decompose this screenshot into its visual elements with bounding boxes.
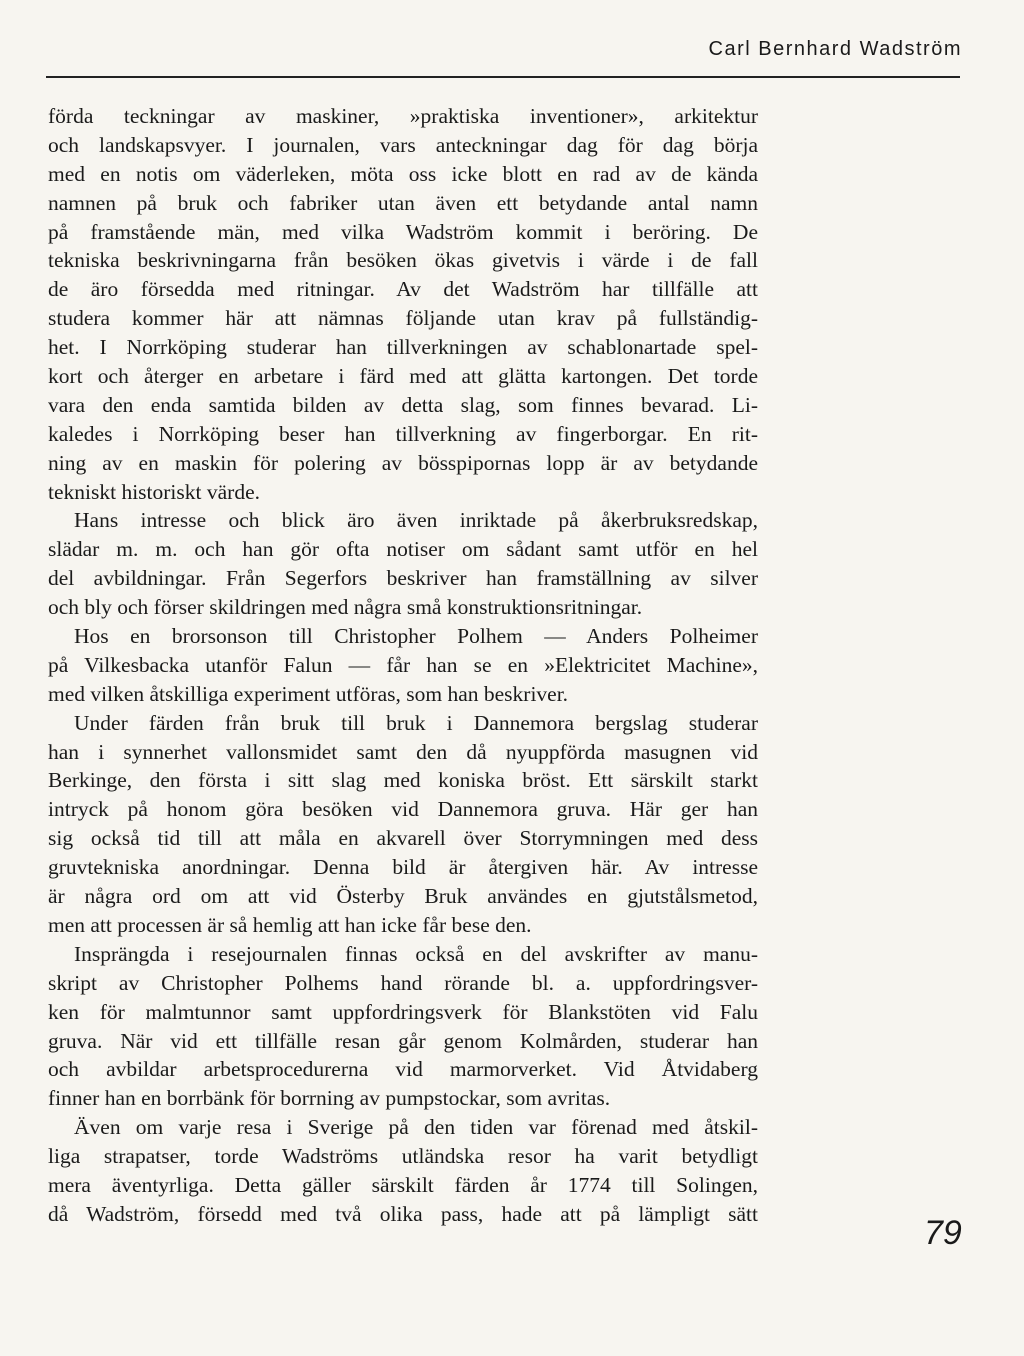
text-line: het. I Norrköping studerar han tillverkningen av schablonartade spel- (48, 335, 758, 360)
text-line: vara den enda samtida bilden av detta slag, som finnes bevarad. Li- (48, 392, 758, 417)
text-line: gruva. När vid ett tillfälle resan går genom Kolmården, studerar han (48, 1028, 758, 1053)
text-line: med vilken åtskilliga experiment utföras, som han beskriver. (48, 681, 569, 706)
text-line: kort och återger en arbetare i färd med att glätta kartongen. Det torde (48, 364, 758, 389)
text-line: och landskapsvyer. I journalen, vars anteckningar dag för dag börja (48, 132, 758, 157)
text-line: Hans intresse och blick äro även inriktade på åkerbruksredskap, (74, 508, 758, 533)
text-line: del avbildningar. Från Segerfors beskriver han framställning av silver (48, 566, 758, 591)
paragraph (48, 709, 758, 940)
text-line: tekniskt historiskt värde. (48, 479, 260, 504)
body-text (48, 102, 758, 1229)
text-line: Under färden från bruk till bruk i Dannemora bergslag studerar (74, 710, 758, 735)
text-line: är några ord om att vid Österby Bruk användes en gjutstålsmetod, (48, 884, 758, 909)
text-line: slädar m. m. och han gör ofta notiser om sådant samt utför en hel (48, 537, 758, 562)
text-line: ning av en maskin för polering av bösspipornas lopp är av betydande (48, 450, 758, 475)
text-line: han i synnerhet vallonsmidet samt den då nyuppförda masugnen vid (48, 739, 758, 764)
text-line: mera äventyrliga. Detta gäller särskilt färden år 1774 till Solingen, (48, 1172, 758, 1197)
text-line: de äro försedda med ritningar. Av det Wadström har tillfälle att (48, 277, 758, 302)
text-line: Berkinge, den första i sitt slag med koniska bröst. Ett särskilt starkt (48, 768, 758, 793)
text-line: skript av Christopher Polhems hand rörande bl. a. uppfordringsver- (48, 970, 758, 995)
text-line: Även om varje resa i Sverige på den tiden var förenad med åtskil- (74, 1115, 758, 1140)
paragraph (48, 102, 758, 506)
text-line: med en notis om väderleken, möta oss icke blott en rad av de kända (48, 161, 758, 186)
text-line: finner han en borrbänk för borrning av pumpstockar, som avritas. (48, 1086, 611, 1111)
header-rule (46, 76, 960, 78)
page-number: 79 (924, 1214, 962, 1252)
text-line: och avbildar arbetsprocedurerna vid marmorverket. Vid Åtvidaberg (48, 1057, 758, 1082)
paragraph (48, 1113, 758, 1229)
paragraph (48, 506, 758, 622)
text-line: gruvtekniska anordningar. Denna bild är återgiven här. Av intresse (48, 855, 758, 880)
text-line: ken för malmtunnor samt uppfordringsverk för Blankstöten vid Falu (48, 999, 758, 1024)
text-line: studera kommer här att nämnas följande utan krav på fullständig- (48, 306, 758, 331)
text-line: liga strapatser, torde Wadströms utländska resor ha varit betydligt (48, 1144, 758, 1169)
text-line: men att processen är så hemlig att han icke får bese den. (48, 912, 532, 937)
paragraph (48, 940, 758, 1113)
text-line: på Vilkesbacka utanför Falun — får han se en »Elektricitet Machine», (48, 652, 758, 677)
text-line: intryck på honom göra besöken vid Dannemora gruva. Här ger han (48, 797, 758, 822)
running-head-title: Carl Bernhard Wadström (708, 38, 962, 60)
text-line: förda teckningar av maskiner, »praktiska inventioner», arkitektur (48, 104, 758, 128)
text-line: och bly och förser skildringen med några små konstruktionsritningar. (48, 595, 643, 620)
text-line: kaledes i Norrköping beser han tillverkning av fingerborgar. En rit- (48, 421, 758, 446)
text-line: sig också tid till att måla en akvarell över Storrymningen med dess (48, 826, 758, 851)
text-line: namnen på bruk och fabriker utan även ett betydande antal namn (48, 190, 758, 215)
text-line: Insprängda i resejournalen finnas också en del avskrifter av manu- (74, 941, 758, 966)
text-line: på framstående män, med vilka Wadström kommit i beröring. De (48, 219, 758, 244)
paragraph (48, 622, 758, 709)
text-line: då Wadström, försedd med två olika pass, hade att på lämpligt sätt (48, 1201, 758, 1226)
text-line: Hos en brorsonson till Christopher Polhem — Anders Polheimer (74, 624, 758, 649)
text-line: tekniska beskrivningarna från besöken ökas givetvis i värde i de fall (48, 248, 758, 273)
